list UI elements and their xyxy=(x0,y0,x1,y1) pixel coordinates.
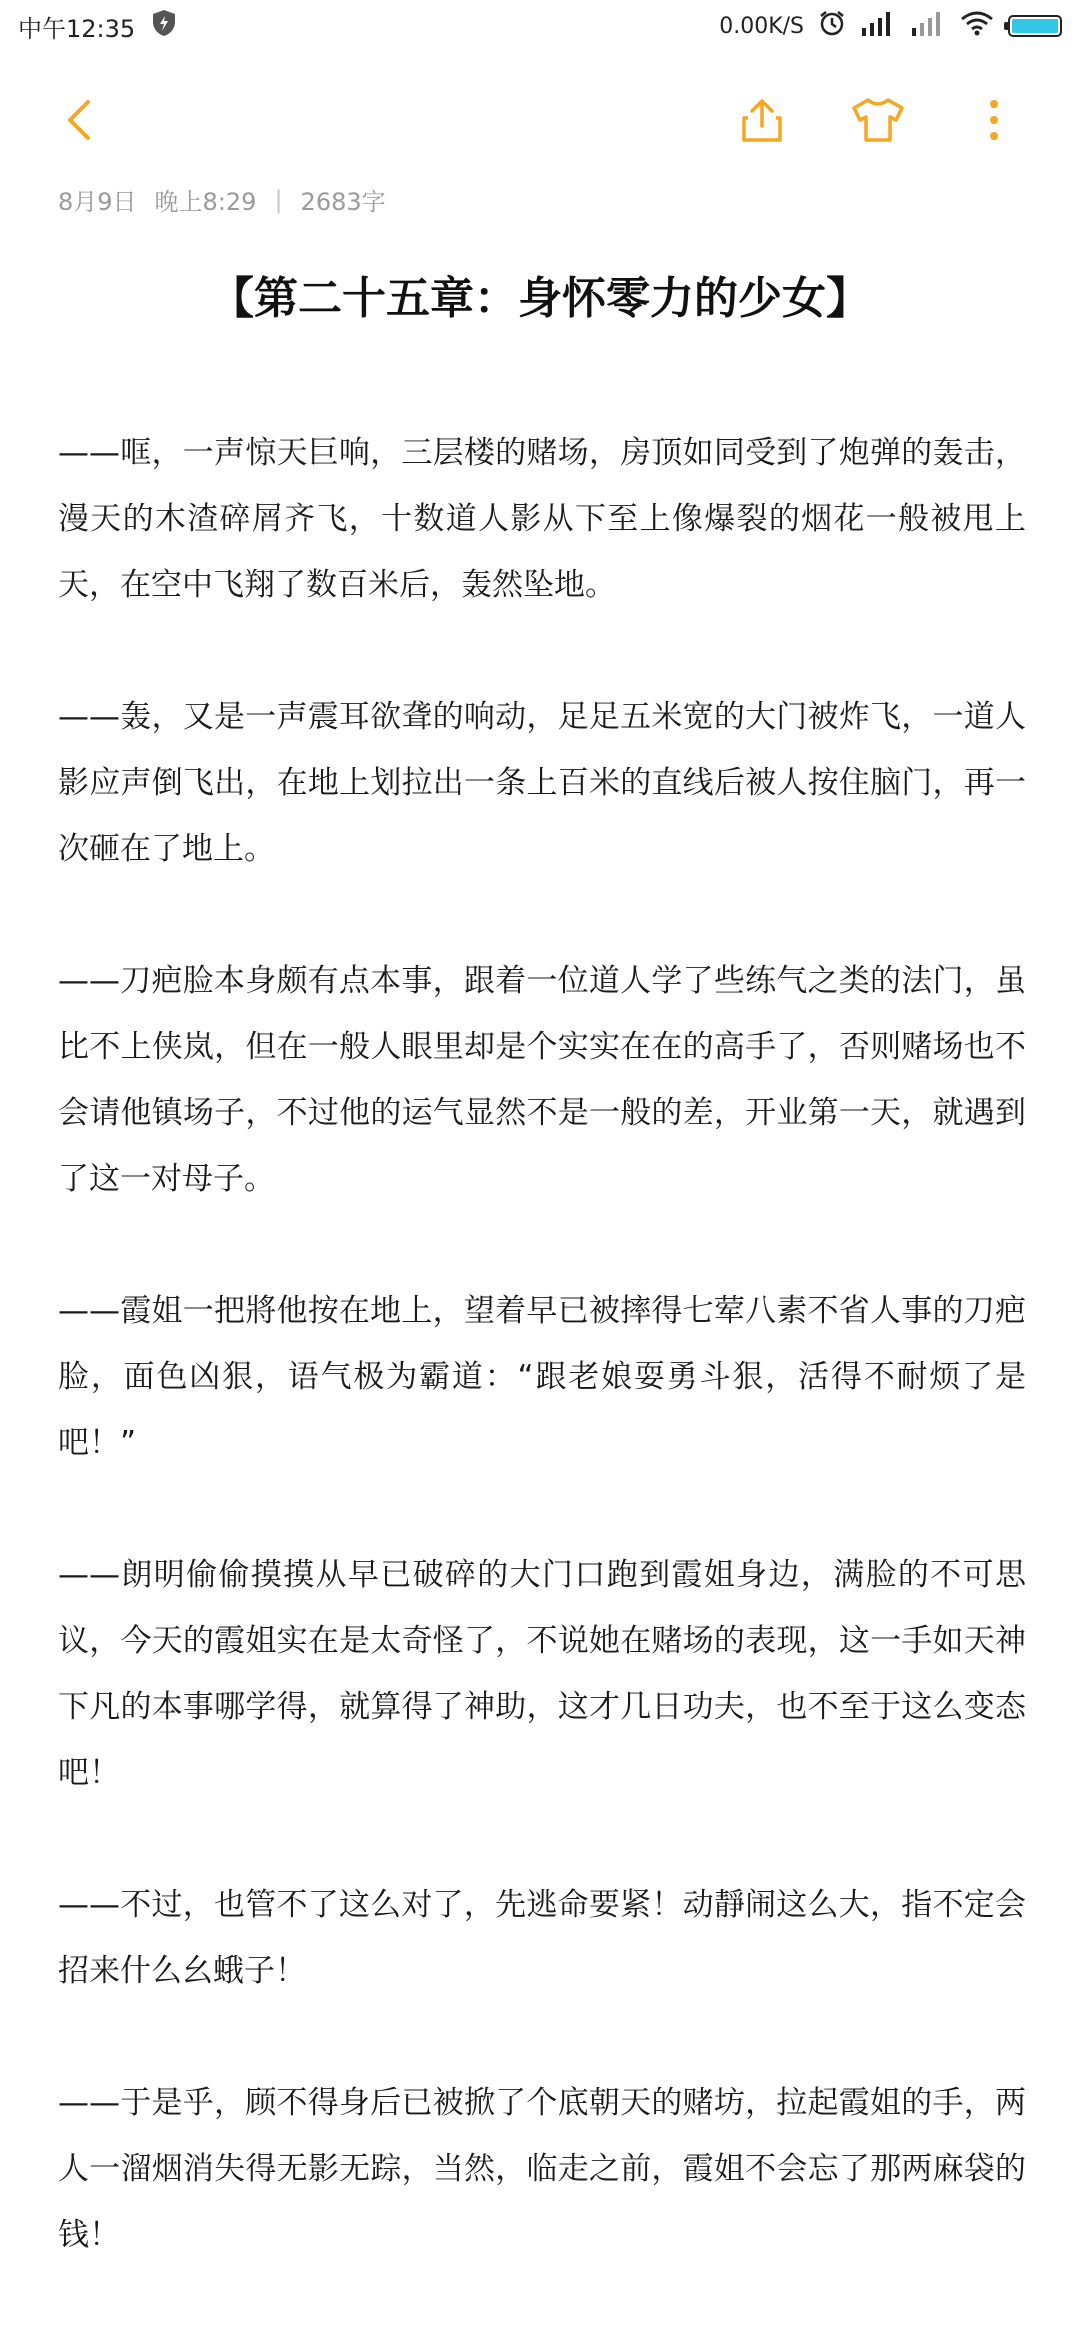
battery-level xyxy=(1012,19,1058,33)
more-button[interactable] xyxy=(954,80,1034,160)
share-icon xyxy=(738,96,786,144)
more-vertical-icon xyxy=(988,96,1000,144)
paragraph: ——霞姐一把將他按在地上，望着早已被摔得七荤八素不省人事的刀疤脸，面色凶狠，语气极为霸道：“跟老娘耍勇斗狠，活得不耐烦了是吧！” xyxy=(58,1293,1026,1461)
back-arrow-icon xyxy=(60,96,100,144)
back-button[interactable] xyxy=(40,80,120,160)
note-time: 晚上8:29 xyxy=(154,188,257,216)
meta-separator: | xyxy=(274,185,283,214)
status-time: 中午12:35 xyxy=(18,14,136,43)
note-date: 8月9日 xyxy=(58,188,137,216)
note-meta xyxy=(58,182,386,217)
status-bar-right xyxy=(719,9,1062,43)
paragraph: ——不过，也管不了这么对了，先逃命要紧！动靜闹这么大，指不定会招来什么幺蛾子！ xyxy=(58,1887,1026,1989)
paragraph: ——刀疤脸本身颇有点本事，跟着一位道人学了些练气之类的法门，虽比不上侠岚，但在一般人眼里却是个实实在在的高手了，否则赌场也不会请他镇场子，不过他的运气显然不是一般的差，开业第一天，就遇到了这一对母子。 xyxy=(58,963,1026,1197)
signal-icon xyxy=(860,10,896,42)
note-title[interactable]: 【第二十五章：身怀零力的少女】 xyxy=(210,273,870,324)
paragraph: ——哐，一声惊天巨响，三层楼的赌场，房顶如同受到了炮弹的轰击，漫天的木渣碎屑齐飞，十数道人影从下至上像爆裂的烟花一般被甩上天，在空中飞翔了数百米后，轰然坠地。 xyxy=(58,435,1026,603)
signal-icon xyxy=(910,10,946,42)
paragraph: ——朗明偷偷摸摸从早已破碎的大门口跑到霞姐身边，满脸的不可思议，今天的霞姐实在是太奇怪了，不说她在赌场的表现，这一手如天神下凡的本事哪学得，就算得了神助，这才几日功夫，也不至于这么变态吧！ xyxy=(58,1557,1026,1791)
status-bar-left xyxy=(18,9,177,44)
shirt-icon xyxy=(850,96,906,144)
theme-button[interactable] xyxy=(838,80,918,160)
network-speed: 0.00K/S xyxy=(719,13,804,39)
status-bar xyxy=(0,0,1080,52)
paragraph: ——轰，又是一声震耳欲聋的响动，足足五米宽的大门被炸飞，一道人影应声倒飞出，在地上划拉出一条上百米的直线后被人按住脑门，再一次砸在了地上。 xyxy=(58,699,1026,867)
toolbar xyxy=(0,80,1080,160)
alarm-icon xyxy=(818,9,846,43)
paragraph: ——于是乎，顾不得身后已被掀了个底朝天的赌坊，拉起霞姐的手，两人一溜烟消失得无影无踪，当然，临走之前，霞姐不会忘了那两麻袋的钱！ xyxy=(58,2085,1026,2253)
wifi-icon xyxy=(960,10,994,42)
share-button[interactable] xyxy=(722,80,802,160)
battery-icon xyxy=(1008,15,1062,37)
shield-bolt-icon xyxy=(151,9,177,43)
note-body[interactable] xyxy=(58,420,1026,2334)
word-count: 2683字 xyxy=(300,188,386,216)
